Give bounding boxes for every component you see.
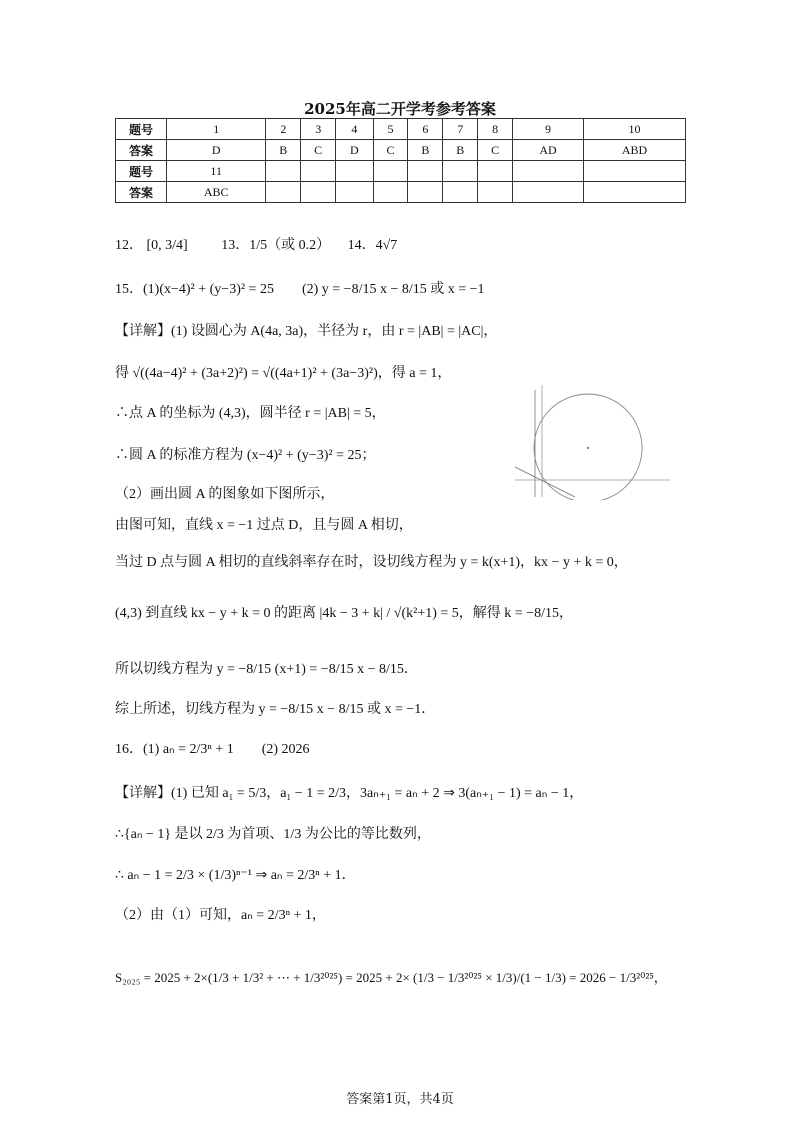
table-cell: 答案 bbox=[116, 182, 167, 203]
q14-answer: 14．4√7 bbox=[347, 238, 398, 253]
table-cell: 1 bbox=[167, 119, 266, 140]
table-cell: 6 bbox=[408, 119, 443, 140]
q16-detail-1: 【详解】(1) 已知 a₁ = 5/3，a₁ − 1 = 2/3，3aₙ₊₁ = aₙ + 2 ⇒ 3(aₙ₊₁ − 1) = aₙ − 1， bbox=[115, 786, 584, 801]
table-cell bbox=[584, 182, 686, 203]
q15-detail-9: 所以切线方程为 y = −8/15 (x+1) = −8/15 x − 8/15． bbox=[115, 662, 418, 677]
table-cell: B bbox=[266, 140, 301, 161]
q16-detail-2: ∴{aₙ − 1} 是以 2/3 为首项、1/3 为公比的等比数列， bbox=[115, 827, 431, 842]
table-cell: ABC bbox=[167, 182, 266, 203]
table-cell bbox=[266, 161, 301, 182]
table-cell: B bbox=[408, 140, 443, 161]
table-cell: 10 bbox=[584, 119, 686, 140]
table-cell: C bbox=[373, 140, 408, 161]
table-cell: 11 bbox=[167, 161, 266, 182]
table-cell: AD bbox=[513, 140, 584, 161]
table-cell: D bbox=[167, 140, 266, 161]
q15-detail-5: （2）画出圆 A 的图象如下图所示， bbox=[115, 487, 335, 502]
table-cell: 7 bbox=[443, 119, 478, 140]
table-cell: 9 bbox=[513, 119, 584, 140]
center-point bbox=[587, 447, 589, 449]
table-cell: 2 bbox=[266, 119, 301, 140]
q15-answer: 15．(1)(x−4)² + (y−3)² = 25 (2) y = −8/15 x − 8/15 或 x = −1 bbox=[115, 282, 485, 297]
table-cell bbox=[301, 182, 336, 203]
table-cell bbox=[443, 182, 478, 203]
tangent-line bbox=[515, 467, 575, 497]
table-cell bbox=[336, 161, 373, 182]
table-cell bbox=[373, 161, 408, 182]
table-cell: 3 bbox=[301, 119, 336, 140]
table-cell bbox=[513, 182, 584, 203]
table-cell: B bbox=[443, 140, 478, 161]
table-cell bbox=[478, 161, 513, 182]
table-row bbox=[116, 119, 686, 140]
answer-12-14 bbox=[115, 236, 397, 256]
q16-detail-4: （2）由（1）可知，aₙ = 2/3ⁿ + 1， bbox=[115, 908, 326, 923]
q15-detail-6: 由图可知，直线 x = −1 过点 D，且与圆 A 相切， bbox=[115, 518, 413, 533]
table-cell: 8 bbox=[478, 119, 513, 140]
table-cell bbox=[408, 182, 443, 203]
q16-detail-5: S₂₀₂₅ = 2025 + 2×(1/3 + 1/3² + ⋯ + 1/3²⁰²⁵) = 2025 + 2× (1/3 − 1/3²⁰²⁵ × 1/3)/(1 − 1/3) = 2026 − 1/3²⁰²⁵， bbox=[115, 970, 667, 985]
answer-table bbox=[115, 118, 686, 203]
table-cell: ABD bbox=[584, 140, 686, 161]
q12-answer: [0, 3/4] bbox=[146, 238, 188, 253]
q15-detail-4: ∴圆 A 的标准方程为 (x−4)² + (y−3)² = 25； bbox=[115, 448, 376, 463]
table-cell bbox=[336, 182, 373, 203]
table-cell: 答案 bbox=[116, 140, 167, 161]
table-cell: 4 bbox=[336, 119, 373, 140]
table-cell bbox=[584, 161, 686, 182]
q15-detail-10: 综上所述，切线方程为 y = −8/15 x − 8/15 或 x = −1． bbox=[115, 702, 436, 717]
q15-detail-2: 得 √((4a−4)² + (3a+2)²) = √((4a+1)² + (3a−3)²)，得 a = 1， bbox=[115, 366, 452, 381]
table-cell bbox=[266, 182, 301, 203]
q16-detail-3: ∴ aₙ − 1 = 2/3 × (1/3)ⁿ⁻¹ ⇒ aₙ = 2/3ⁿ + 1． bbox=[115, 868, 356, 883]
table-row bbox=[116, 182, 686, 203]
table-cell bbox=[478, 182, 513, 203]
table-cell: 5 bbox=[373, 119, 408, 140]
table-cell: D bbox=[336, 140, 373, 161]
q15-detail-8: (4,3) 到直线 kx − y + k = 0 的距离 |4k − 3 + k| / √(k²+1) = 5，解得 k = −8/15， bbox=[115, 606, 573, 621]
q15-detail-1: 【详解】(1) 设圆心为 A(4a, 3a)，半径为 r，由 r = |AB| = |AC|， bbox=[115, 324, 498, 339]
table-cell bbox=[301, 161, 336, 182]
table-cell bbox=[373, 182, 408, 203]
page-footer: 答案第1页，共4页 bbox=[346, 1092, 454, 1107]
table-cell bbox=[408, 161, 443, 182]
page-title: 2025年高二开学考参考答案 bbox=[304, 100, 496, 118]
table-row bbox=[116, 161, 686, 182]
q12-label: 12． bbox=[115, 238, 143, 253]
circle-figure bbox=[515, 385, 675, 500]
q16-answer: 16．(1) aₙ = 2/3ⁿ + 1 (2) 2026 bbox=[115, 742, 310, 757]
table-cell: C bbox=[301, 140, 336, 161]
table-cell: 题号 bbox=[116, 161, 167, 182]
q15-detail-3: ∴点 A 的坐标为 (4,3)，圆半径 r = |AB| = 5， bbox=[115, 406, 386, 421]
q13-answer: 13．1/5（或 0.2） bbox=[221, 238, 331, 253]
table-cell bbox=[443, 161, 478, 182]
table-row bbox=[116, 140, 686, 161]
q15-detail-7: 当过 D 点与圆 A 相切的直线斜率存在时，设切线方程为 y = k(x+1)，kx − y + k = 0， bbox=[115, 555, 628, 570]
table-cell bbox=[513, 161, 584, 182]
table-cell: 题号 bbox=[116, 119, 167, 140]
table-cell: C bbox=[478, 140, 513, 161]
